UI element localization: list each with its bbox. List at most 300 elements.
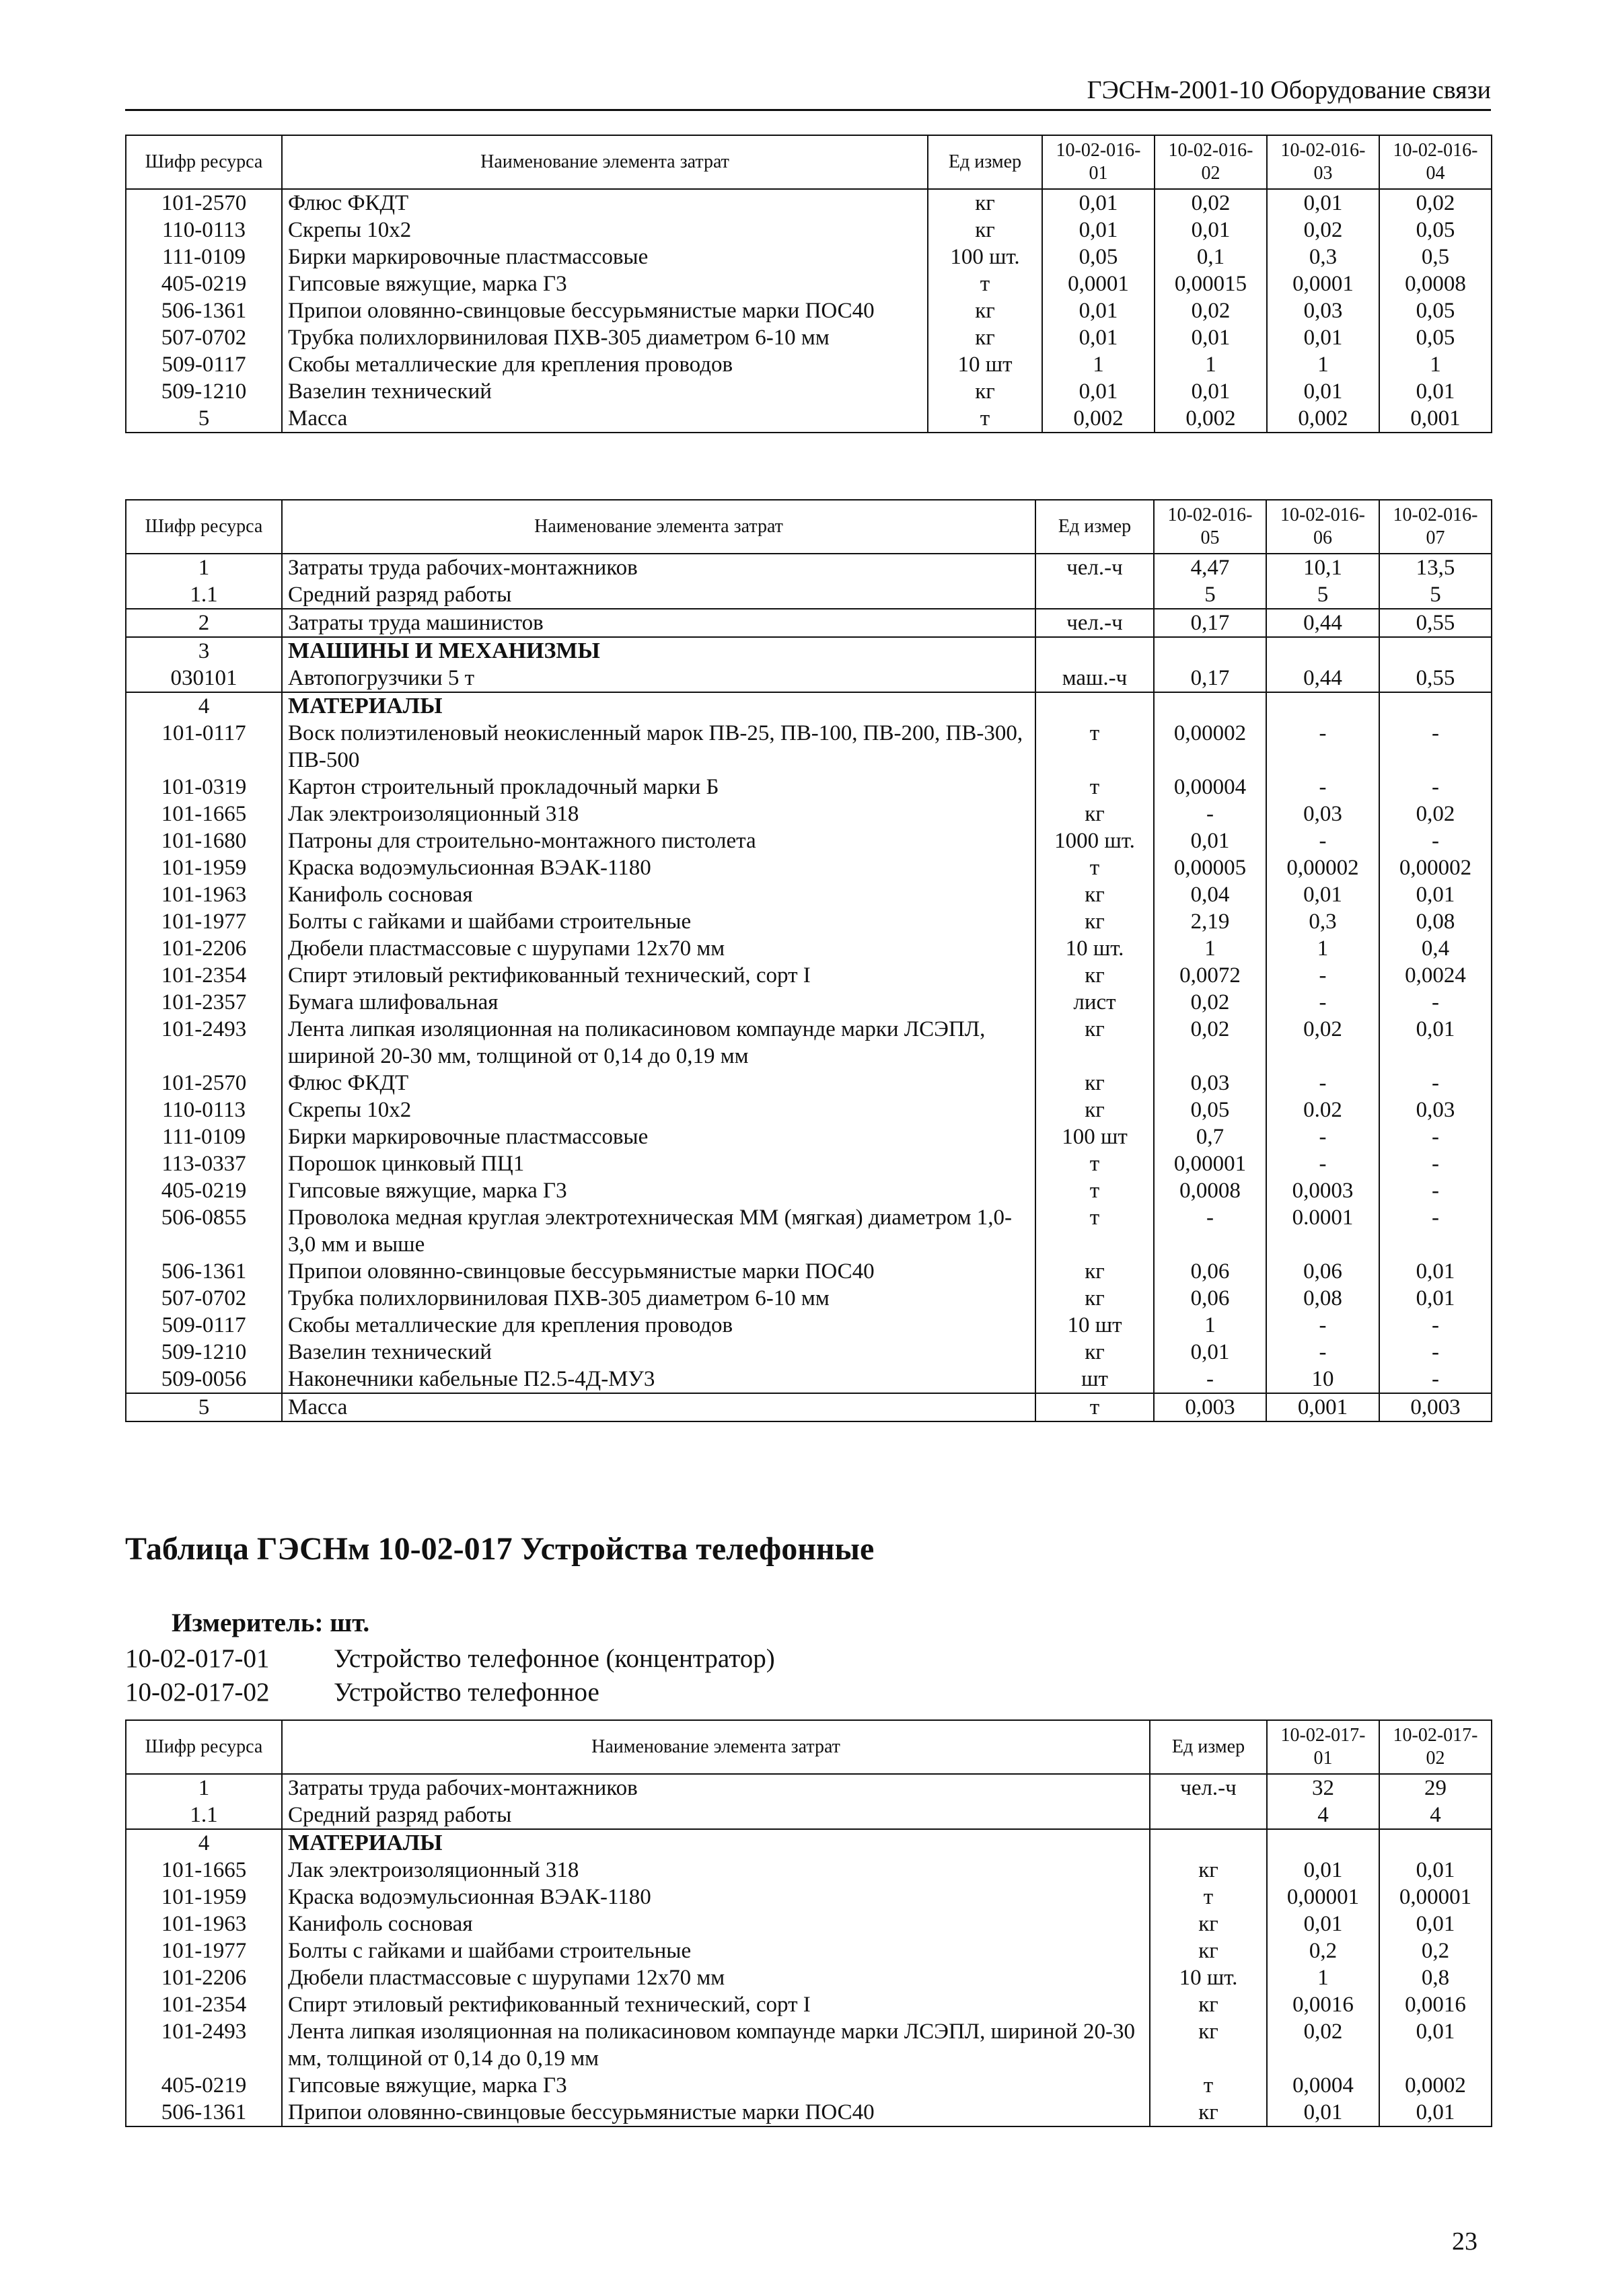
table-row [126,854,1492,881]
value-cell: 0,3 [1267,244,1379,270]
resource-code: 101-2206 [126,935,282,962]
value-cell: 32 [1267,1774,1379,1802]
cost-element-name: Скобы металлические для крепления проводов [282,1312,1035,1339]
cost-element-name: Гипсовые вяжущие, марка Г3 [282,2072,1150,2099]
unit-cell: т [1035,720,1154,774]
unit-cell: чел.-ч [1150,1774,1267,1802]
value-cell: 0,01 [1155,324,1267,351]
value-cell: 0.02 [1266,1097,1379,1123]
table-row [126,1258,1492,1285]
resource-code: 405-0219 [126,1177,282,1204]
value-cell: 0,04 [1154,881,1266,908]
section-heading: МАТЕРИАЛЫ [282,692,1035,720]
value-cell: 0,06 [1154,1285,1266,1312]
cost-element-name: Проволока медная круглая электротехническая ММ (мягкая) диаметром 1,0-3,0 мм и выше [282,1204,1035,1258]
header-code: Шифр ресурса [126,500,282,554]
item-code: 10-02-017-01 [125,1644,270,1673]
unit-cell: кг [1035,881,1154,908]
resource-code: 113-0337 [126,1150,282,1177]
cost-element-name: Затраты труда рабочих-монтажников [282,1774,1150,1802]
resource-code: 101-1977 [126,908,282,935]
value-cell: - [1379,1123,1492,1150]
cost-element-name: Скобы металлические для крепления проводов [282,351,928,378]
resource-code: 1.1 [126,1802,282,1829]
table-row [126,1312,1492,1339]
resource-code: 101-1959 [126,854,282,881]
value-cell: 0,002 [1267,405,1379,433]
page-header [125,74,1491,111]
value-cell: 0,001 [1379,405,1492,433]
value-cell: 0,5 [1379,244,1492,270]
cost-element-name: Средний разряд работы [282,1802,1150,1829]
value-cell: - [1266,1339,1379,1366]
cost-element-name: Порошок цинковый ПЦ1 [282,1150,1035,1177]
resource-table-016-01-04 [125,135,1492,433]
value-cell: 0,0002 [1379,2072,1492,2099]
header-col: 10-02-016-03 [1267,135,1379,189]
value-cell: 0,00001 [1267,1884,1379,1911]
unit-cell: кг [928,217,1042,244]
cost-element-name: Припои оловянно-свинцовые бессурьмянистые марки ПОС40 [282,297,928,324]
unit-cell: кг [1150,2018,1267,2072]
value-cell: - [1379,827,1492,854]
value-cell: - [1379,1366,1492,1393]
table-row [126,554,1492,581]
value-cell: - [1266,1150,1379,1177]
resource-code: 101-2206 [126,1964,282,1991]
table-row [126,1204,1492,1258]
value-cell: 29 [1379,1774,1492,1802]
value-cell: 0,01 [1267,2099,1379,2126]
resource-code: 1 [126,554,282,581]
table-row [126,1829,1492,1857]
item-desc: Устройство телефонное (концентратор) [334,1644,775,1673]
resource-table-017 [125,1719,1492,2127]
value-cell: 0,01 [1267,324,1379,351]
table-row [126,609,1492,637]
cost-element-name: Флюс ФКДТ [282,1070,1035,1097]
resource-code: 111-0109 [126,244,282,270]
table-row [126,881,1492,908]
cost-element-name: Наконечники кабельные П2.5-4Д-МУ3 [282,1366,1035,1393]
cost-element-name: Спирт этиловый ректификованный технический, сорт I [282,962,1035,989]
unit-cell: лист [1035,989,1154,1016]
value-cell: 0,003 [1379,1393,1492,1421]
table-row [126,908,1492,935]
value-cell [1266,637,1379,665]
table-row [126,324,1492,351]
header-col: 10-02-016-02 [1155,135,1267,189]
table-row [126,1339,1492,1366]
cost-element-name: Гипсовые вяжущие, марка Г3 [282,1177,1035,1204]
resource-code: 509-1210 [126,378,282,405]
unit-cell: т [928,405,1042,433]
value-cell: 0,7 [1154,1123,1266,1150]
unit-cell: кг [928,297,1042,324]
resource-table-016-05-07 [125,499,1492,1422]
value-cell: 0,05 [1379,297,1492,324]
value-cell: 0,01 [1267,189,1379,217]
table-row [126,189,1492,217]
item-desc: Устройство телефонное [334,1678,599,1707]
value-cell: 0,01 [1042,297,1155,324]
table-row [126,1802,1492,1829]
value-cell: 0,01 [1042,378,1155,405]
resource-code: 101-1665 [126,801,282,827]
resource-code: 101-1977 [126,1937,282,1964]
value-cell: 0,02 [1155,189,1267,217]
value-cell [1379,637,1492,665]
value-cell: 0,08 [1379,908,1492,935]
table-row [126,1366,1492,1393]
table-row [126,801,1492,827]
value-cell: 0,001 [1266,1393,1379,1421]
value-cell: 0,01 [1042,324,1155,351]
unit-cell: 10 шт [928,351,1042,378]
cost-element-name: Автопогрузчики 5 т [282,665,1035,692]
value-cell [1154,692,1266,720]
cost-element-name: Болты с гайками и шайбами строительные [282,1937,1150,1964]
meter-value: шт. [330,1608,370,1637]
resource-code: 5 [126,405,282,433]
cost-element-name: Лак электроизоляционный 318 [282,801,1035,827]
item-code: 10-02-017-02 [125,1678,270,1707]
cost-element-name: Патроны для строительно-монтажного пистолета [282,827,1035,854]
value-cell: 0,05 [1379,217,1492,244]
table-row [126,637,1492,665]
table-row [126,1857,1492,1884]
value-cell: 0,2 [1267,1937,1379,1964]
table-row [126,962,1492,989]
value-cell: 1 [1266,935,1379,962]
table-row [126,1177,1492,1204]
unit-cell: кг [1035,1258,1154,1285]
resource-code: 101-0117 [126,720,282,774]
cost-element-name: Канифоль сосновая [282,881,1035,908]
value-cell: - [1266,1070,1379,1097]
cost-element-name: Припои оловянно-свинцовые бессурьмянистые марки ПОС40 [282,2099,1150,2126]
table-row [126,378,1492,405]
section-title: Таблица ГЭСНм 10-02-017 Устройства телефонные [125,1531,875,1567]
value-cell: 0,0001 [1267,270,1379,297]
value-cell: 0,55 [1379,609,1492,637]
cost-element-name: Трубка полихлорвиниловая ПХВ-305 диаметром 6-10 мм [282,324,928,351]
unit-cell: чел.-ч [1035,554,1154,581]
value-cell: 0,03 [1266,801,1379,827]
value-cell: - [1154,801,1266,827]
unit-cell: т [1035,854,1154,881]
cost-element-name: Спирт этиловый ректификованный технический, сорт I [282,1991,1150,2018]
unit-cell: шт [1035,1366,1154,1393]
value-cell: 0,8 [1379,1964,1492,1991]
value-cell: 0,003 [1154,1393,1266,1421]
value-cell: 0,0004 [1267,2072,1379,2099]
header-col: 10-02-017-02 [1379,1720,1492,1774]
resource-code: 101-2570 [126,189,282,217]
value-cell: 0,44 [1266,665,1379,692]
resource-code: 509-0117 [126,1312,282,1339]
header-col: 10-02-016-04 [1379,135,1492,189]
resource-code: 101-2493 [126,2018,282,2072]
value-cell: 0,02 [1379,189,1492,217]
header-unit: Ед измер [1035,500,1154,554]
cost-element-name: Трубка полихлорвиниловая ПХВ-305 диаметром 6-10 мм [282,1285,1035,1312]
value-cell: 5 [1266,581,1379,609]
unit-cell: 100 шт. [928,244,1042,270]
table-row [126,244,1492,270]
value-cell: 0,01 [1155,217,1267,244]
unit-cell: 10 шт [1035,1312,1154,1339]
value-cell: 0,06 [1266,1258,1379,1285]
table-row [126,1884,1492,1911]
table-row [126,665,1492,692]
value-cell: 0,06 [1154,1258,1266,1285]
resource-code: 5 [126,1393,282,1421]
value-cell: - [1266,989,1379,1016]
cost-element-name: Скрепы 10х2 [282,1097,1035,1123]
table-row [126,935,1492,962]
value-cell: 0,1 [1155,244,1267,270]
value-cell: 0,08 [1266,1285,1379,1312]
table-row [126,1123,1492,1150]
header-unit: Ед измер [928,135,1042,189]
meter-line [172,1608,369,1638]
value-cell: 0,01 [1379,881,1492,908]
unit-cell: т [1035,1204,1154,1258]
value-cell [1266,692,1379,720]
unit-cell: т [1035,1150,1154,1177]
table-row [126,827,1492,854]
value-cell: 0,01 [1379,378,1492,405]
value-cell: 0,002 [1042,405,1155,433]
unit-cell: кг [1035,1097,1154,1123]
header-name: Наименование элемента затрат [282,500,1035,554]
value-cell: - [1266,827,1379,854]
item-line [125,1677,599,1707]
unit-cell: кг [1035,908,1154,935]
cost-element-name: Гипсовые вяжущие, марка Г3 [282,270,928,297]
value-cell: 0,01 [1267,1911,1379,1937]
value-cell: - [1379,1177,1492,1204]
value-cell: 0,0016 [1267,1991,1379,2018]
value-cell: 0,17 [1154,665,1266,692]
value-cell: 5 [1379,581,1492,609]
value-cell: 0,02 [1267,217,1379,244]
value-cell: 0,02 [1154,989,1266,1016]
unit-cell: 1000 шт. [1035,827,1154,854]
value-cell: - [1379,1204,1492,1258]
value-cell: 10 [1266,1366,1379,1393]
unit-cell [1150,1802,1267,1829]
value-cell: - [1379,720,1492,774]
cost-element-name: Лента липкая изоляционная на поликасиновом компаунде марки ЛСЭПЛ, шириной 20-30 мм, толщиной от 0,14 до 0,19 мм [282,2018,1150,2072]
value-cell: - [1266,774,1379,801]
value-cell: 0,4 [1379,935,1492,962]
value-cell: - [1379,1070,1492,1097]
value-cell: 0,01 [1154,1339,1266,1366]
resource-code: 4 [126,1829,282,1857]
resource-code: 506-0855 [126,1204,282,1258]
value-cell: - [1379,1150,1492,1177]
header-name: Наименование элемента затрат [282,135,928,189]
cost-element-name: Лента липкая изоляционная на поликасиновом компаунде марки ЛСЭПЛ, шириной 20-30 мм, толщиной от 0,14 до 0,19 мм [282,1016,1035,1070]
value-cell: 0,00001 [1379,1884,1492,1911]
value-cell: 0,01 [1379,1285,1492,1312]
resource-code: 110-0113 [126,217,282,244]
value-cell: - [1379,774,1492,801]
value-cell: 0,01 [1379,1911,1492,1937]
value-cell: 0,0024 [1379,962,1492,989]
table-row [126,270,1492,297]
cost-element-name: Дюбели пластмассовые с шурупами 12х70 мм [282,935,1035,962]
resource-code: 111-0109 [126,1123,282,1150]
resource-code: 101-2493 [126,1016,282,1070]
table-row [126,297,1492,324]
unit-cell: кг [1035,801,1154,827]
resource-code: 101-2357 [126,989,282,1016]
cost-element-name: Вазелин технический [282,378,928,405]
value-cell: 0,17 [1154,609,1266,637]
cost-element-name: Краска водоэмульсионная ВЭАК-1180 [282,854,1035,881]
resource-code: 405-0219 [126,2072,282,2099]
value-cell: 0,01 [1042,189,1155,217]
resource-code: 110-0113 [126,1097,282,1123]
section-heading: МАТЕРИАЛЫ [282,1829,1150,1857]
cost-element-name: Масса [282,1393,1035,1421]
cost-element-name: Затраты труда машинистов [282,609,1035,637]
value-cell: 5 [1154,581,1266,609]
unit-cell [1035,581,1154,609]
table-row [126,1911,1492,1937]
table-row [126,2072,1492,2099]
value-cell: 0,02 [1266,1016,1379,1070]
value-cell: 0,05 [1379,324,1492,351]
resource-code: 509-0056 [126,1366,282,1393]
value-cell: 0,01 [1379,2018,1492,2072]
unit-cell: кг [928,378,1042,405]
header-title: ГЭСНм-2001-10 Оборудование связи [1087,76,1491,104]
value-cell: 0,3 [1266,908,1379,935]
unit-cell [1035,692,1154,720]
value-cell: 13,5 [1379,554,1492,581]
resource-code: 1 [126,1774,282,1802]
resource-code: 2 [126,609,282,637]
header-col: 10-02-017-01 [1267,1720,1379,1774]
table-row [126,2018,1492,2072]
value-cell: - [1379,1339,1492,1366]
value-cell: 0,02 [1379,801,1492,827]
cost-element-name: Флюс ФКДТ [282,189,928,217]
value-cell: 2,19 [1154,908,1266,935]
value-cell: 1 [1154,935,1266,962]
unit-cell: т [1035,774,1154,801]
header-col: 10-02-016-01 [1042,135,1155,189]
table-row [126,720,1492,774]
value-cell: 1 [1042,351,1155,378]
table-row [126,405,1492,433]
cost-element-name: Вазелин технический [282,1339,1035,1366]
value-cell: 0,02 [1155,297,1267,324]
value-cell: 1 [1155,351,1267,378]
value-cell: 4 [1379,1802,1492,1829]
value-cell: 0,01 [1042,217,1155,244]
cost-element-name: Масса [282,405,928,433]
header-unit: Ед измер [1150,1720,1267,1774]
value-cell: 0,01 [1379,1857,1492,1884]
unit-cell: кг [928,189,1042,217]
cost-element-name: Бирки маркировочные пластмассовые [282,244,928,270]
table-row [126,1937,1492,1964]
value-cell: 1 [1379,351,1492,378]
page-number: 23 [1452,2227,1477,2256]
unit-cell: чел.-ч [1035,609,1154,637]
value-cell: 0,44 [1266,609,1379,637]
cost-element-name: Канифоль сосновая [282,1911,1150,1937]
unit-cell: т [1150,2072,1267,2099]
resource-code: 101-2354 [126,962,282,989]
unit-cell: т [928,270,1042,297]
value-cell: 0.0001 [1266,1204,1379,1258]
table-row [126,1964,1492,1991]
table-row [126,1150,1492,1177]
table-row [126,692,1492,720]
resource-code: 507-0702 [126,324,282,351]
unit-cell: кг [928,324,1042,351]
header-name: Наименование элемента затрат [282,1720,1150,1774]
value-cell: 1 [1154,1312,1266,1339]
value-cell: 0,01 [1267,1857,1379,1884]
header-col: 10-02-016-05 [1154,500,1266,554]
resource-code: 3 [126,637,282,665]
cost-element-name: Припои оловянно-свинцовые бессурьмянистые марки ПОС40 [282,1258,1035,1285]
value-cell: 0,03 [1154,1070,1266,1097]
cost-element-name: Краска водоэмульсионная ВЭАК-1180 [282,1884,1150,1911]
header-col: 10-02-016-07 [1379,500,1492,554]
value-cell: - [1154,1366,1266,1393]
value-cell: 0,0008 [1379,270,1492,297]
unit-cell: кг [1150,1991,1267,2018]
value-cell: 10,1 [1266,554,1379,581]
unit-cell: кг [1035,1016,1154,1070]
value-cell: 0,02 [1267,2018,1379,2072]
resource-code: 509-1210 [126,1339,282,1366]
resource-code: 030101 [126,665,282,692]
cost-element-name: Бумага шлифовальная [282,989,1035,1016]
value-cell: 0,0072 [1154,962,1266,989]
cost-element-name: Картон строительный прокладочный марки Б [282,774,1035,801]
unit-cell: кг [1150,2099,1267,2126]
value-cell: 0,0008 [1154,1177,1266,1204]
value-cell [1379,692,1492,720]
value-cell: 1 [1267,351,1379,378]
value-cell: - [1379,1312,1492,1339]
value-cell: 0,05 [1154,1097,1266,1123]
value-cell [1267,1829,1379,1857]
value-cell: 0,00001 [1154,1150,1266,1177]
resource-code: 1.1 [126,581,282,609]
unit-cell: т [1035,1393,1154,1421]
value-cell: - [1154,1204,1266,1258]
value-cell: - [1266,1312,1379,1339]
unit-cell: т [1150,1884,1267,1911]
item-line [125,1643,775,1674]
value-cell: 0,01 [1379,2099,1492,2126]
resource-code: 506-1361 [126,2099,282,2126]
value-cell: 0,01 [1155,378,1267,405]
value-cell: 0,0001 [1042,270,1155,297]
value-cell: 0,02 [1154,1016,1266,1070]
value-cell: 0,03 [1379,1097,1492,1123]
